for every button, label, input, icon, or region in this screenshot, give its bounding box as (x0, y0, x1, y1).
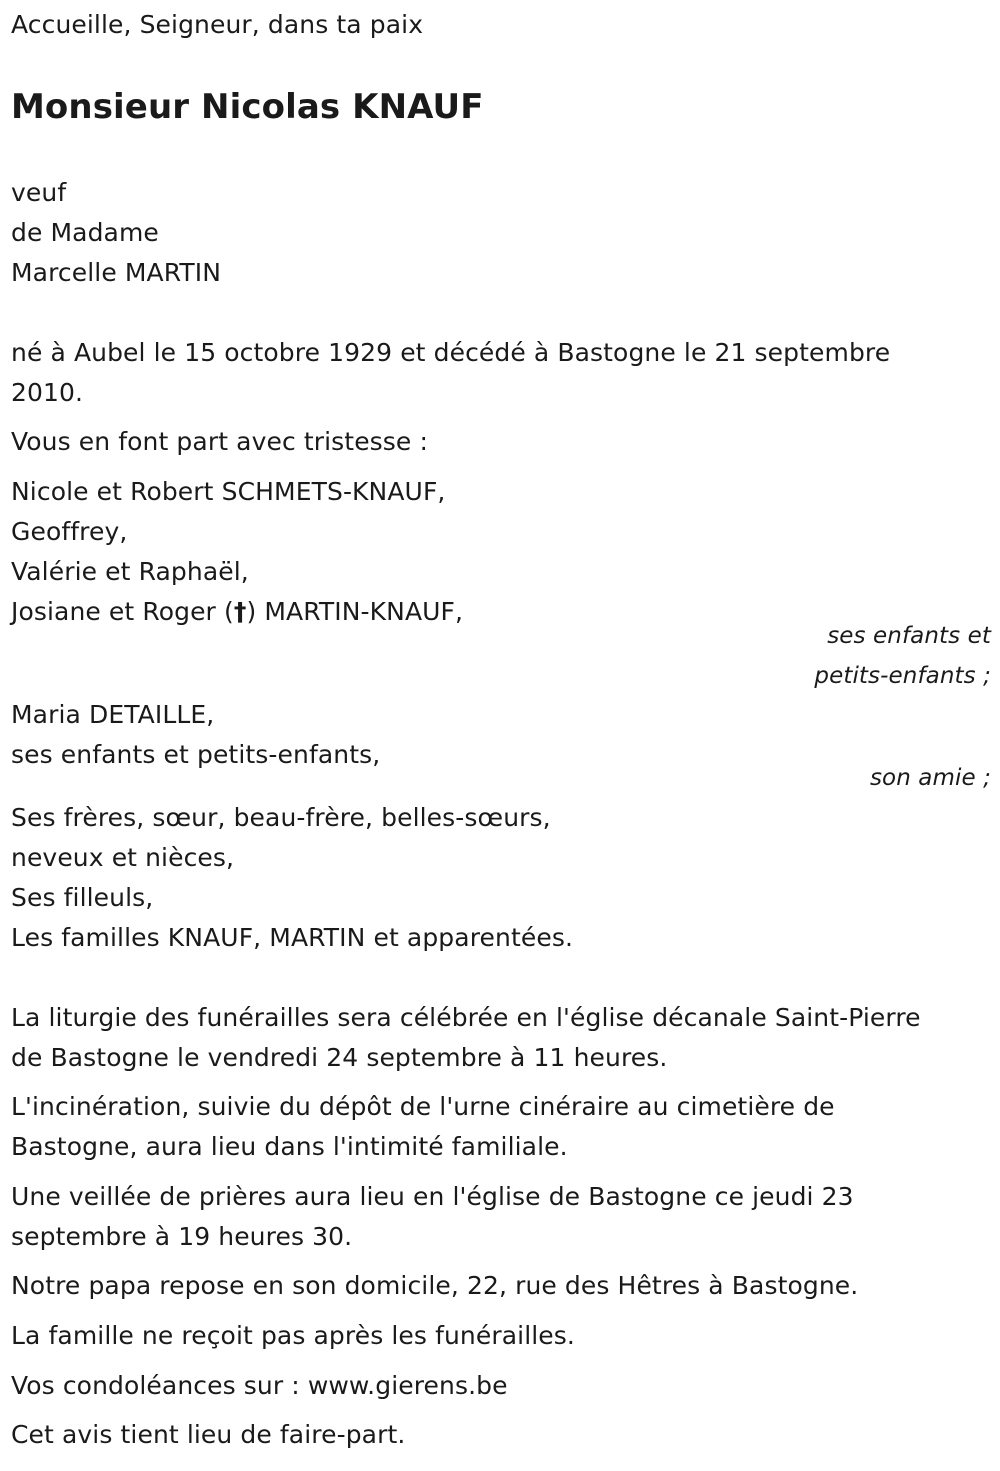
children-role-1: ses enfants et (827, 623, 991, 649)
vigil-line-2: septembre à 19 heures 30. (11, 1222, 353, 1251)
children-line-4-start: Josiane et Roger ( (11, 597, 234, 626)
family-line-2: neveux et nièces, (11, 843, 235, 872)
children-line-4 (11, 592, 463, 632)
birth-death-line-2: 2010. (11, 378, 84, 407)
liturgy-line-1: La liturgie des funérailles sera célébrée en l'église décanale Saint-Pierre (11, 1003, 921, 1032)
birth-death-line-1: né à Aubel le 15 octobre 1929 et décédé à Bastogne le 21 septembre (11, 338, 891, 367)
deceased-name: Monsieur Nicolas KNAUF (11, 87, 484, 127)
condolences-line: Vos condoléances sur : www.gierens.be (11, 1371, 508, 1400)
notice-line: Cet avis tient lieu de faire-part. (11, 1420, 406, 1449)
friend-line-1: Maria DETAILLE, (11, 700, 215, 729)
spouse-line-2: de Madame (11, 218, 159, 247)
cross-icon: † (233, 597, 247, 626)
children-line-1: Nicole et Robert SCHMETS-KNAUF, (11, 477, 446, 506)
family-line-4: Les familles KNAUF, MARTIN et apparentées. (11, 923, 573, 952)
friend-role: son amie ; (869, 765, 991, 791)
reception-line: La famille ne reçoit pas après les funérailles. (11, 1321, 575, 1350)
children-line-2: Geoffrey, (11, 517, 128, 546)
vigil-line-1: Une veillée de prières aura lieu en l'église de Bastogne ce jeudi 23 (11, 1182, 854, 1211)
prayer-heading: Accueille, Seigneur, dans ta paix (11, 10, 424, 39)
children-role-2: petits-enfants ; (814, 663, 991, 689)
family-line-3: Ses filleuls, (11, 883, 154, 912)
spouse-line-3: Marcelle MARTIN (11, 258, 222, 287)
friend-line-2: ses enfants et petits-enfants, (11, 740, 381, 769)
children-line-4-end: ) MARTIN-KNAUF, (246, 597, 464, 626)
repose-line: Notre papa repose en son domicile, 22, rue des Hêtres à Bastogne. (11, 1271, 859, 1300)
liturgy-line-2: de Bastogne le vendredi 24 septembre à 11 heures. (11, 1043, 668, 1072)
announcement-intro: Vous en font part avec tristesse : (11, 427, 428, 456)
incineration-line-2: Bastogne, aura lieu dans l'intimité familiale. (11, 1132, 568, 1161)
spouse-line-1: veuf (11, 178, 67, 207)
family-line-1: Ses frères, sœur, beau-frère, belles-sœurs, (11, 803, 551, 832)
incineration-line-1: L'incinération, suivie du dépôt de l'urne cinéraire au cimetière de (11, 1092, 835, 1121)
children-line-3: Valérie et Raphaël, (11, 557, 249, 586)
